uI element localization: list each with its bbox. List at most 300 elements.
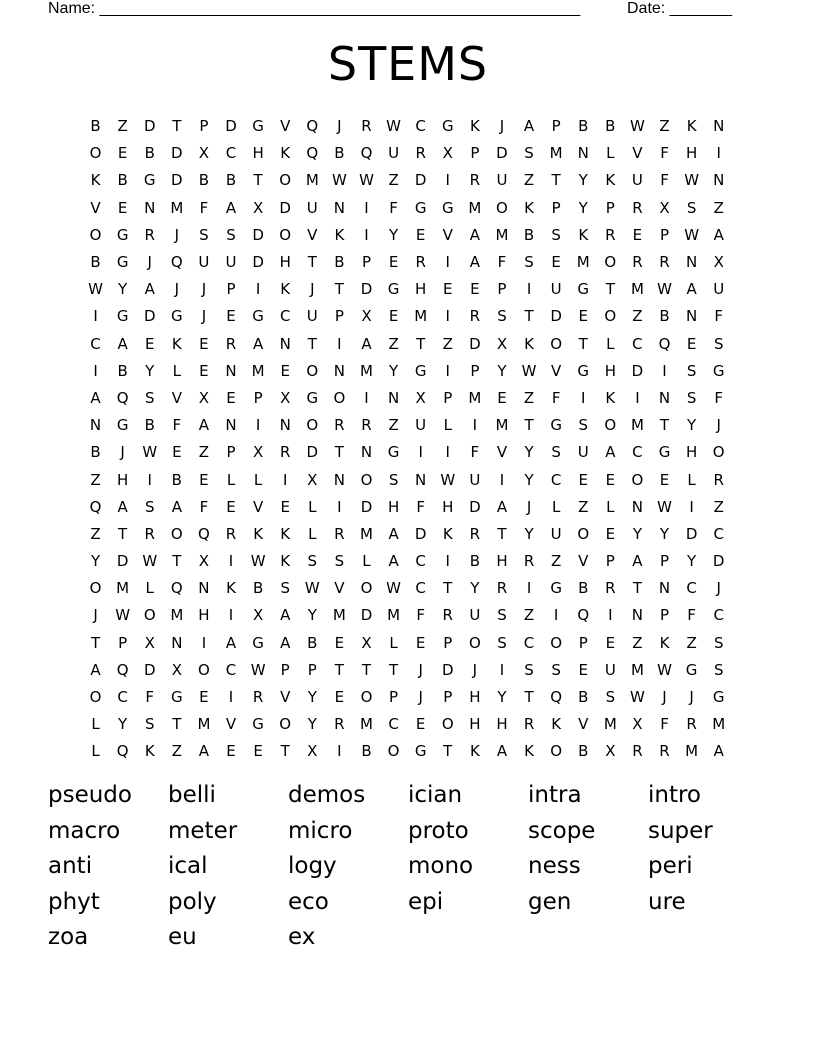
grid-letter: C — [632, 443, 643, 462]
grid-letter: E — [632, 225, 643, 244]
grid-letter: M — [685, 742, 699, 761]
grid-letter: H — [442, 497, 454, 516]
grid-row — [82, 167, 733, 194]
grid-letter: K — [442, 524, 453, 543]
grid-letter: W — [250, 660, 266, 679]
grid-row — [82, 412, 733, 439]
grid-letter: E — [226, 742, 236, 761]
grid-letter: Z — [713, 497, 724, 516]
grid-letter: Z — [117, 117, 128, 136]
grid-letter: I — [364, 388, 369, 407]
grid-letter: V — [632, 144, 643, 163]
word-list-item: scope — [528, 817, 596, 844]
grid-letter: A — [280, 606, 291, 625]
grid-letter: D — [143, 307, 156, 326]
grid-letter: A — [90, 660, 101, 679]
grid-letter: K — [90, 171, 101, 190]
grid-letter: O — [468, 633, 481, 652]
grid-letter: R — [225, 524, 237, 543]
grid-letter: D — [360, 280, 373, 299]
grid-letter: K — [551, 715, 562, 734]
grid-letter: S — [605, 688, 616, 707]
grid-letter: C — [225, 660, 237, 679]
grid-letter: T — [172, 552, 182, 571]
grid-letter: J — [418, 660, 423, 679]
grid-letter: H — [469, 715, 481, 734]
grid-letter: W — [386, 117, 401, 136]
grid-letter: C — [713, 524, 724, 543]
grid-letter: O — [89, 579, 102, 598]
word-list-item: ex — [288, 924, 316, 951]
grid-letter: G — [171, 688, 183, 707]
grid-letter: S — [551, 225, 561, 244]
word-list-item: eu — [168, 924, 197, 951]
word-list-item: pseudo — [48, 782, 132, 808]
worksheet-header — [0, 0, 816, 20]
grid-letter: T — [578, 334, 588, 353]
grid-letter: W — [657, 280, 672, 299]
grid-letter: V — [280, 688, 291, 707]
grid-letter: F — [660, 715, 669, 734]
grid-letter: E — [280, 361, 290, 380]
grid-letter: L — [308, 524, 317, 543]
grid-letter: P — [470, 361, 480, 380]
grid-letter: Q — [306, 144, 319, 163]
grid-letter: E — [605, 524, 616, 543]
grid-letter: E — [659, 470, 670, 489]
grid-letter: Z — [686, 633, 697, 652]
grid-letter: O — [279, 171, 292, 190]
grid-letter: N — [333, 198, 345, 217]
grid-letter: I — [255, 280, 261, 299]
grid-letter: R — [144, 225, 155, 244]
grid-letter: H — [469, 688, 481, 707]
grid-letter: R — [252, 688, 264, 707]
grid-letter: K — [469, 117, 480, 136]
grid-letter: M — [468, 388, 482, 407]
grid-letter: O — [198, 660, 210, 679]
grid-letter: I — [445, 307, 450, 326]
grid-letter: G — [577, 280, 590, 299]
grid-letter: L — [389, 633, 398, 652]
grid-letter: G — [550, 579, 562, 598]
grid-letter: A — [388, 552, 399, 571]
grid-letter: U — [306, 198, 318, 217]
grid-letter: Y — [118, 715, 128, 734]
grid-letter: C — [415, 579, 426, 598]
grid-letter: F — [497, 253, 507, 272]
grid-letter: X — [198, 144, 210, 163]
grid-letter: P — [443, 633, 453, 652]
grid-letter: E — [226, 307, 236, 326]
grid-letter: R — [632, 253, 643, 272]
grid-letter: U — [469, 606, 481, 625]
grid-letter: K — [659, 633, 670, 652]
grid-letter: A — [171, 497, 182, 516]
grid-letter: C — [117, 688, 128, 707]
word-list — [48, 778, 788, 956]
grid-letter: T — [334, 443, 344, 462]
grid-letter: O — [306, 361, 319, 380]
grid-letter: I — [445, 361, 450, 380]
grid-letter: E — [226, 388, 236, 407]
grid-letter: G — [116, 225, 129, 244]
grid-letter: B — [90, 117, 101, 136]
grid-letter: M — [630, 660, 644, 679]
grid-letter: D — [360, 606, 373, 625]
word-list-item: poly — [168, 888, 217, 915]
grid-letter: Z — [551, 552, 562, 571]
grid-letter: Y — [90, 552, 101, 571]
grid-letter: O — [604, 416, 617, 435]
grid-letter: O — [604, 253, 617, 272]
grid-letter: K — [578, 225, 589, 244]
grid-letter: X — [280, 388, 291, 407]
grid-letter: I — [228, 606, 234, 625]
grid-letter: B — [659, 307, 670, 326]
grid-letter: R — [469, 524, 481, 543]
grid-letter: G — [143, 171, 156, 190]
grid-letter: K — [334, 225, 345, 244]
grid-letter: G — [252, 715, 264, 734]
grid-letter: A — [605, 443, 616, 462]
grid-letter: R — [686, 715, 697, 734]
grid-letter: E — [117, 198, 128, 217]
grid-letter: O — [89, 688, 102, 707]
grid-letter: C — [550, 470, 562, 489]
grid-letter: A — [469, 253, 480, 272]
grid-letter: X — [198, 388, 210, 407]
grid-letter: J — [201, 307, 207, 326]
grid-letter: X — [171, 660, 182, 679]
grid-letter: K — [171, 334, 182, 353]
grid-letter: V — [334, 579, 345, 598]
grid-letter: W — [88, 280, 103, 299]
grid-letter: U — [496, 171, 508, 190]
grid-letter: O — [143, 606, 156, 625]
grid-letter: B — [578, 688, 589, 707]
grid-letter: Z — [523, 171, 535, 190]
grid-letter: N — [333, 470, 345, 489]
word-list-item: meter — [168, 817, 238, 844]
grid-letter: I — [364, 198, 369, 217]
grid-letter: W — [630, 688, 645, 707]
grid-letter: K — [280, 552, 291, 571]
grid-letter: K — [280, 144, 291, 163]
grid-letter: J — [418, 688, 423, 707]
grid-letter: K — [605, 171, 616, 190]
word-list-item: intro — [648, 782, 702, 808]
grid-letter: S — [713, 334, 724, 353]
grid-letter: S — [144, 388, 155, 407]
grid-letter: O — [89, 225, 102, 244]
grid-letter: S — [524, 144, 534, 163]
grid-letter: I — [445, 171, 450, 190]
grid-letter: Z — [388, 171, 399, 190]
grid-row — [82, 684, 733, 711]
grid-letter: P — [659, 552, 670, 571]
grid-letter: Z — [578, 497, 589, 516]
grid-letter: A — [252, 334, 264, 353]
grid-letter: S — [226, 225, 236, 244]
grid-letter: A — [225, 198, 237, 217]
grid-letter: B — [523, 225, 535, 244]
grid-letter: N — [171, 633, 183, 652]
grid-letter: M — [468, 198, 482, 217]
grid-letter: B — [198, 171, 210, 190]
grid-letter: P — [659, 225, 670, 244]
grid-letter: I — [581, 388, 586, 407]
grid-row — [82, 195, 733, 222]
grid-letter: P — [605, 552, 615, 571]
grid-letter: I — [93, 307, 98, 326]
grid-letter: B — [578, 742, 589, 761]
grid-letter: X — [361, 633, 372, 652]
grid-letter: C — [225, 144, 237, 163]
grid-letter: N — [577, 144, 589, 163]
grid-letter: G — [387, 280, 400, 299]
grid-letter: D — [116, 552, 129, 571]
grid-letter: D — [171, 144, 183, 163]
grid-letter: G — [712, 361, 725, 380]
grid-letter: D — [414, 524, 427, 543]
grid-letter: G — [252, 117, 264, 136]
grid-letter: F — [660, 144, 669, 163]
grid-letter: K — [524, 334, 534, 353]
grid-letter: S — [497, 633, 507, 652]
grid-letter: U — [388, 144, 400, 163]
grid-letter: A — [686, 280, 697, 299]
grid-row — [82, 521, 733, 548]
grid-letter: R — [523, 552, 535, 571]
name-field-label: Name: ______________________________________________________ — [48, 0, 581, 17]
grid-letter: E — [388, 307, 399, 326]
grid-letter: Y — [388, 361, 399, 380]
grid-letter: D — [441, 660, 454, 679]
grid-letter: E — [415, 225, 426, 244]
grid-letter: L — [443, 416, 452, 435]
grid-letter: Y — [497, 688, 507, 707]
grid-letter: W — [142, 552, 158, 571]
grid-letter: A — [361, 334, 372, 353]
grid-letter: L — [226, 470, 236, 489]
grid-row — [82, 575, 733, 602]
grid-letter: W — [657, 497, 672, 516]
grid-letter: J — [174, 225, 180, 244]
grid-letter: I — [93, 361, 98, 380]
grid-letter: Y — [659, 524, 670, 543]
grid-row — [82, 466, 733, 493]
grid-letter: O — [279, 225, 292, 244]
grid-letter: U — [225, 253, 237, 272]
grid-letter: Y — [307, 688, 317, 707]
grid-letter: D — [496, 144, 508, 163]
grid-letter: N — [333, 361, 345, 380]
grid-letter: X — [198, 552, 210, 571]
grid-letter: U — [198, 253, 210, 272]
grid-letter: X — [252, 198, 264, 217]
grid-letter: H — [496, 715, 508, 734]
grid-letter: W — [521, 361, 537, 380]
grid-letter: Z — [90, 470, 101, 489]
grid-letter: N — [198, 579, 210, 598]
grid-letter: E — [280, 497, 290, 516]
grid-letter: T — [524, 307, 534, 326]
grid-letter: L — [606, 334, 615, 353]
grid-letter: I — [526, 280, 532, 299]
grid-letter: C — [632, 334, 643, 353]
grid-letter: L — [91, 742, 100, 761]
grid-letter: X — [252, 606, 264, 625]
grid-letter: G — [171, 307, 183, 326]
grid-letter: H — [387, 497, 400, 516]
grid-letter: I — [608, 606, 613, 625]
grid-letter: T — [497, 524, 507, 543]
grid-letter: H — [279, 253, 291, 272]
grid-letter: F — [470, 443, 480, 462]
grid-letter: U — [306, 307, 318, 326]
grid-letter: N — [685, 307, 698, 326]
grid-letter: I — [553, 606, 559, 625]
grid-letter: J — [120, 443, 125, 462]
grid-letter: R — [523, 715, 535, 734]
grid-letter: N — [631, 606, 644, 625]
grid-letter: O — [333, 388, 346, 407]
grid-letter: O — [170, 524, 183, 543]
grid-letter: I — [716, 144, 721, 163]
grid-letter: Q — [198, 524, 210, 543]
word-list-item: peri — [648, 853, 693, 880]
grid-letter: J — [337, 117, 342, 136]
grid-letter: Y — [687, 416, 697, 435]
grid-letter: G — [577, 361, 590, 380]
grid-letter: E — [117, 144, 128, 163]
grid-letter: R — [659, 253, 670, 272]
grid-letter: W — [250, 552, 266, 571]
grid-letter: V — [90, 198, 101, 217]
grid-letter: D — [252, 253, 264, 272]
grid-letter: S — [144, 715, 155, 734]
grid-letter: W — [630, 117, 645, 136]
grid-letter: P — [443, 388, 453, 407]
grid-letter: Q — [306, 117, 319, 136]
word-list-item: ure — [648, 888, 686, 915]
grid-letter: A — [388, 524, 399, 543]
grid-letter: E — [199, 470, 209, 489]
grid-letter: O — [279, 715, 292, 734]
grid-letter: E — [605, 470, 616, 489]
grid-letter: D — [360, 497, 373, 516]
grid-letter: C — [415, 552, 426, 571]
grid-letter: T — [90, 633, 101, 652]
grid-letter: F — [714, 307, 724, 326]
grid-letter: D — [306, 443, 319, 462]
grid-letter: R — [469, 307, 481, 326]
grid-letter: E — [388, 253, 399, 272]
word-list-item: micro — [288, 817, 353, 844]
grid-letter: E — [551, 253, 561, 272]
grid-letter: S — [388, 470, 399, 489]
grid-letter: D — [143, 660, 156, 679]
grid-letter: P — [389, 688, 399, 707]
grid-letter: J — [499, 117, 505, 136]
grid-row — [82, 602, 733, 629]
grid-letter: M — [170, 606, 184, 625]
grid-letter: G — [550, 416, 562, 435]
grid-letter: W — [142, 443, 158, 462]
grid-letter: I — [526, 579, 532, 598]
grid-letter: N — [658, 388, 671, 407]
grid-letter: U — [550, 524, 562, 543]
grid-letter: V — [280, 117, 291, 136]
grid-letter: D — [469, 497, 481, 516]
grid-letter: I — [689, 497, 694, 516]
date-field-label: Date: _______ — [627, 0, 732, 17]
grid-letter: D — [712, 552, 725, 571]
grid-letter: G — [712, 688, 725, 707]
grid-letter: D — [171, 171, 183, 190]
grid-letter: I — [445, 443, 450, 462]
grid-letter: W — [657, 660, 672, 679]
grid-letter: M — [360, 524, 373, 543]
grid-letter: S — [497, 307, 507, 326]
grid-letter: P — [605, 198, 615, 217]
grid-letter: I — [337, 742, 342, 761]
grid-letter: C — [523, 633, 535, 652]
grid-row — [82, 358, 733, 385]
grid-letter: A — [144, 280, 155, 299]
grid-row — [82, 630, 733, 657]
grid-letter: J — [716, 579, 721, 598]
grid-letter: G — [414, 361, 427, 380]
grid-letter: Y — [524, 443, 534, 462]
grid-letter: I — [662, 361, 667, 380]
grid-letter: I — [228, 688, 234, 707]
word-list-item: demos — [288, 782, 366, 808]
grid-letter: I — [337, 334, 342, 353]
grid-letter: G — [306, 388, 319, 407]
grid-letter: R — [632, 198, 643, 217]
grid-letter: S — [199, 225, 209, 244]
grid-letter: M — [495, 225, 509, 244]
grid-letter: J — [689, 688, 694, 707]
grid-letter: F — [714, 388, 724, 407]
grid-letter: D — [279, 198, 291, 217]
grid-letter: B — [117, 171, 128, 190]
grid-letter: R — [361, 416, 372, 435]
grid-letter: V — [171, 388, 182, 407]
grid-letter: X — [496, 334, 508, 353]
grid-letter: E — [253, 742, 263, 761]
grid-letter: R — [225, 334, 237, 353]
grid-letter: O — [387, 742, 400, 761]
grid-letter: Q — [116, 742, 129, 761]
grid-letter: P — [226, 280, 236, 299]
grid-letter: R — [361, 117, 372, 136]
grid-letter: O — [550, 633, 563, 652]
grid-letter: H — [496, 552, 508, 571]
grid-letter: G — [252, 633, 264, 652]
grid-letter: K — [253, 524, 264, 543]
grid-letter: O — [550, 334, 563, 353]
grid-letter: Y — [687, 552, 697, 571]
grid-letter: H — [117, 470, 129, 489]
grid-letter: T — [280, 742, 290, 761]
grid-row — [82, 222, 733, 249]
grid-letter: W — [684, 171, 700, 190]
grid-letter: R — [605, 579, 616, 598]
grid-letter: J — [147, 253, 152, 272]
